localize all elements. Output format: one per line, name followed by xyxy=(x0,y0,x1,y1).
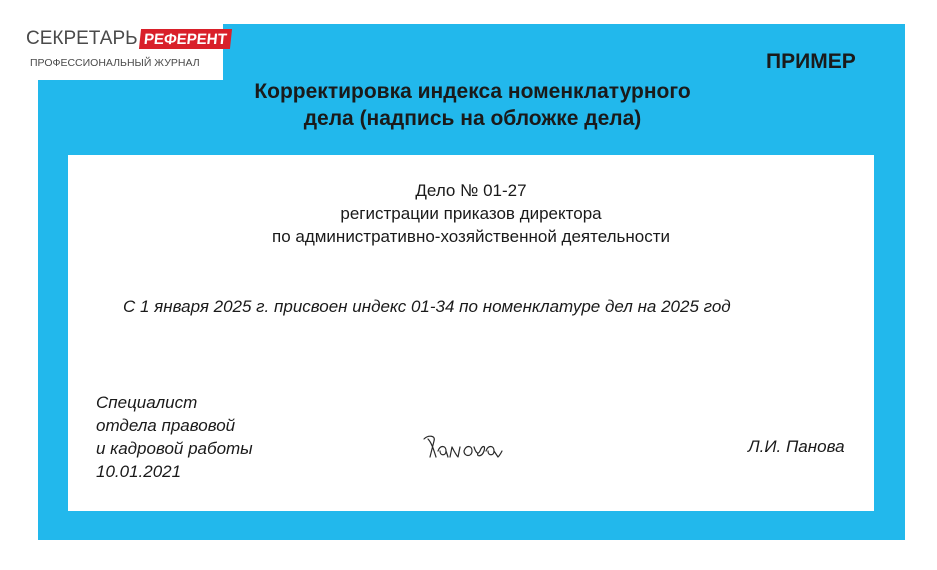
case-cover-card xyxy=(68,155,874,511)
signer-position-line1: Специалист xyxy=(96,393,198,412)
logo-brand-part2: РЕФЕРЕНТ xyxy=(139,29,232,49)
case-number: Дело № 01-27 xyxy=(415,181,527,200)
signer-date: 10.01.2021 xyxy=(96,462,182,481)
logo-brand-part1: СЕКРЕТАРЬ xyxy=(26,28,138,49)
handwritten-signature xyxy=(420,429,504,465)
journal-logo xyxy=(20,24,228,80)
case-title-block xyxy=(68,179,874,248)
page-title-line1: Корректировка индекса номенклатурного xyxy=(254,80,691,103)
logo-wordmark xyxy=(26,28,230,50)
page-title-line2: дела (надпись на обложке дела) xyxy=(303,107,642,130)
case-description-line2: по административно-хозяйственной деятельности xyxy=(271,227,671,246)
signer-position-line2: отдела правовой xyxy=(96,416,236,435)
example-label: ПРИМЕР xyxy=(766,50,856,73)
signer-name: Л.И. Панова xyxy=(748,437,845,456)
logo-subtitle: ПРОФЕССИОНАЛЬНЫЙ ЖУРНАЛ xyxy=(30,57,200,69)
signer-position-line3: и кадровой работы xyxy=(96,439,253,458)
case-description-line1: регистрации приказов директора xyxy=(340,204,602,223)
signer-position-block xyxy=(96,391,253,483)
index-assignment-note: С 1 января 2025 г. присвоен индекс 01-34 по номенклатуре дел на 2025 год xyxy=(123,297,731,316)
page-title xyxy=(200,78,745,132)
